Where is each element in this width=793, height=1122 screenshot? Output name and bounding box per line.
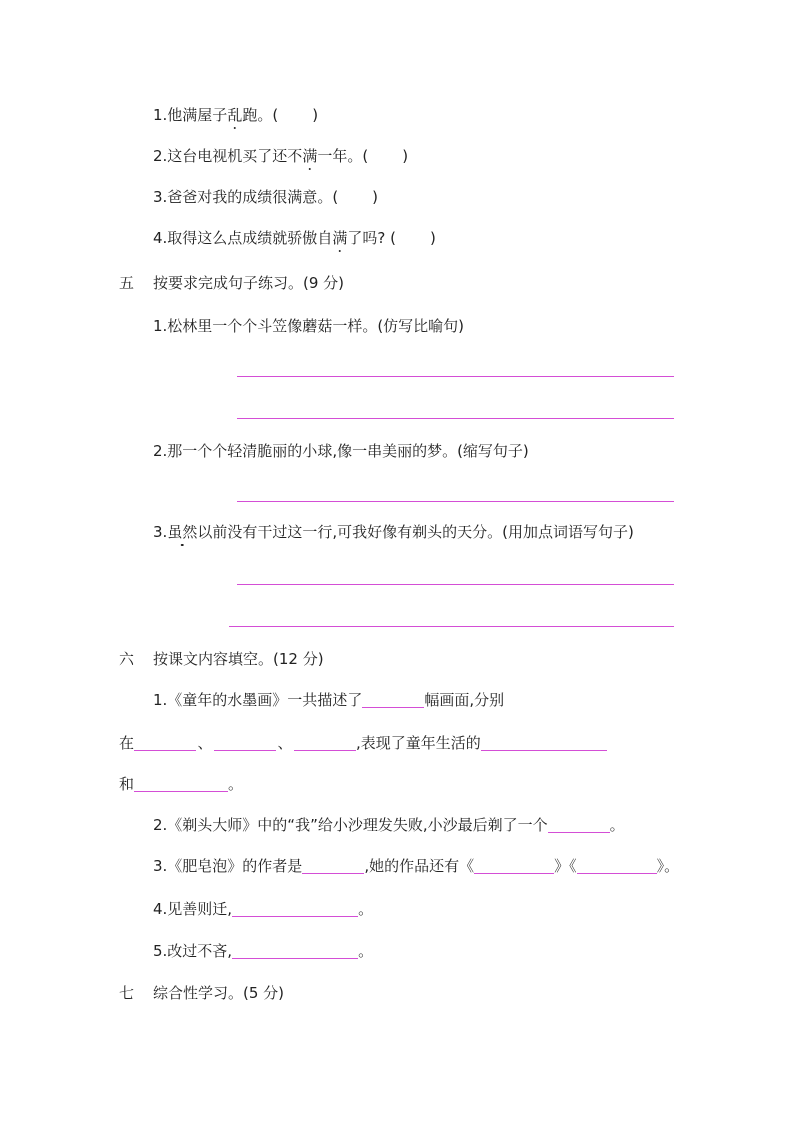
- section-7-heading: 综合性学习。(5 分): [153, 984, 285, 1002]
- fill-blank[interactable]: [294, 736, 356, 751]
- q-text: ): [429, 229, 436, 247]
- q-text: 、: [197, 734, 213, 752]
- section-5-number: 五: [119, 274, 135, 292]
- dotted-word: 虽然: [167, 523, 198, 541]
- q-text: ,表现了童年生活的: [356, 734, 481, 752]
- fill-blank[interactable]: [577, 859, 657, 874]
- question-6-5: [153, 941, 373, 961]
- fill-blank[interactable]: [474, 859, 554, 874]
- fill-blank[interactable]: [481, 736, 607, 751]
- fill-blank[interactable]: [302, 859, 364, 874]
- section-7-number: 七: [119, 984, 135, 1002]
- q-text: 3.: [153, 523, 168, 541]
- answer-line[interactable]: [237, 418, 674, 419]
- question-6-3: [153, 856, 679, 876]
- question-6-1-line2: [119, 733, 607, 753]
- q-text: 以前没有干过这一行,可我好像有剃头的天分。(用加点词语写句子): [197, 523, 634, 541]
- q-text: 4.见善则迁,: [153, 900, 233, 918]
- section-5-heading: 按要求完成句子练习。(9 分): [153, 274, 345, 292]
- q-text: 1.他满屋子: [153, 106, 228, 124]
- q-text: 跑。(: [242, 106, 279, 124]
- q-text: 。: [228, 775, 244, 793]
- answer-line[interactable]: [237, 501, 674, 502]
- answer-line[interactable]: [237, 376, 674, 377]
- question-6-1-line3: [119, 774, 243, 794]
- q-text: ,她的作品还有《: [364, 857, 475, 875]
- fill-blank[interactable]: [232, 902, 358, 917]
- q-text: 》《: [554, 857, 577, 875]
- fill-blank[interactable]: [134, 736, 196, 751]
- fill-blank[interactable]: [548, 818, 610, 833]
- question-6-4: [153, 899, 373, 919]
- q-text: ): [312, 106, 319, 124]
- question-5-2: 2.那一个个轻清脆丽的小球,像一串美丽的梦。(缩写句子): [153, 442, 529, 460]
- question-5-3: [153, 522, 634, 542]
- q-text: ): [402, 147, 409, 165]
- answer-line[interactable]: [229, 626, 674, 627]
- question-4-3: [153, 187, 378, 207]
- q-text: 4.取得这么点成绩就骄傲自: [153, 229, 333, 247]
- section-6-number: 六: [119, 650, 135, 668]
- fill-blank[interactable]: [362, 693, 424, 708]
- q-text: 》。: [656, 857, 680, 875]
- q-text: 5.改过不吝,: [153, 942, 233, 960]
- question-5-1: 1.松林里一个个斗笠像蘑菇一样。(仿写比喻句): [153, 317, 465, 335]
- q-text: 2.《剃头大师》中的“我”给小沙理发失败,小沙最后剃了一个: [153, 816, 548, 834]
- question-6-2: [153, 815, 625, 835]
- q-text: 、: [277, 734, 293, 752]
- q-text: 。: [358, 942, 374, 960]
- question-6-1: [153, 690, 504, 710]
- q-text: 3.《肥皂泡》的作者是: [153, 857, 303, 875]
- q-text: 在: [119, 734, 135, 752]
- q-text: 2.这台电视机买了还不: [153, 147, 303, 165]
- q-text: 一年。(: [317, 147, 369, 165]
- question-4-4: [153, 228, 436, 248]
- q-text: 和: [119, 775, 135, 793]
- dotted-char: 乱: [227, 106, 243, 124]
- question-4-1: [153, 105, 318, 125]
- q-text: 。: [609, 816, 625, 834]
- fill-blank[interactable]: [214, 736, 276, 751]
- answer-line[interactable]: [237, 584, 674, 585]
- q-text: 了吗? (: [347, 229, 396, 247]
- fill-blank[interactable]: [232, 944, 358, 959]
- q-text: 3.爸爸对我的成绩很满意。(: [153, 188, 339, 206]
- section-6-heading: 按课文内容填空。(12 分): [153, 650, 324, 668]
- q-text: 1.《童年的水墨画》一共描述了: [153, 691, 363, 709]
- dotted-char: 满: [332, 229, 348, 247]
- q-text: 。: [358, 900, 374, 918]
- q-text: ): [372, 188, 379, 206]
- dotted-char: 满: [302, 147, 318, 165]
- q-text: 幅画面,分别: [424, 691, 505, 709]
- fill-blank[interactable]: [134, 777, 228, 792]
- question-4-2: [153, 146, 408, 166]
